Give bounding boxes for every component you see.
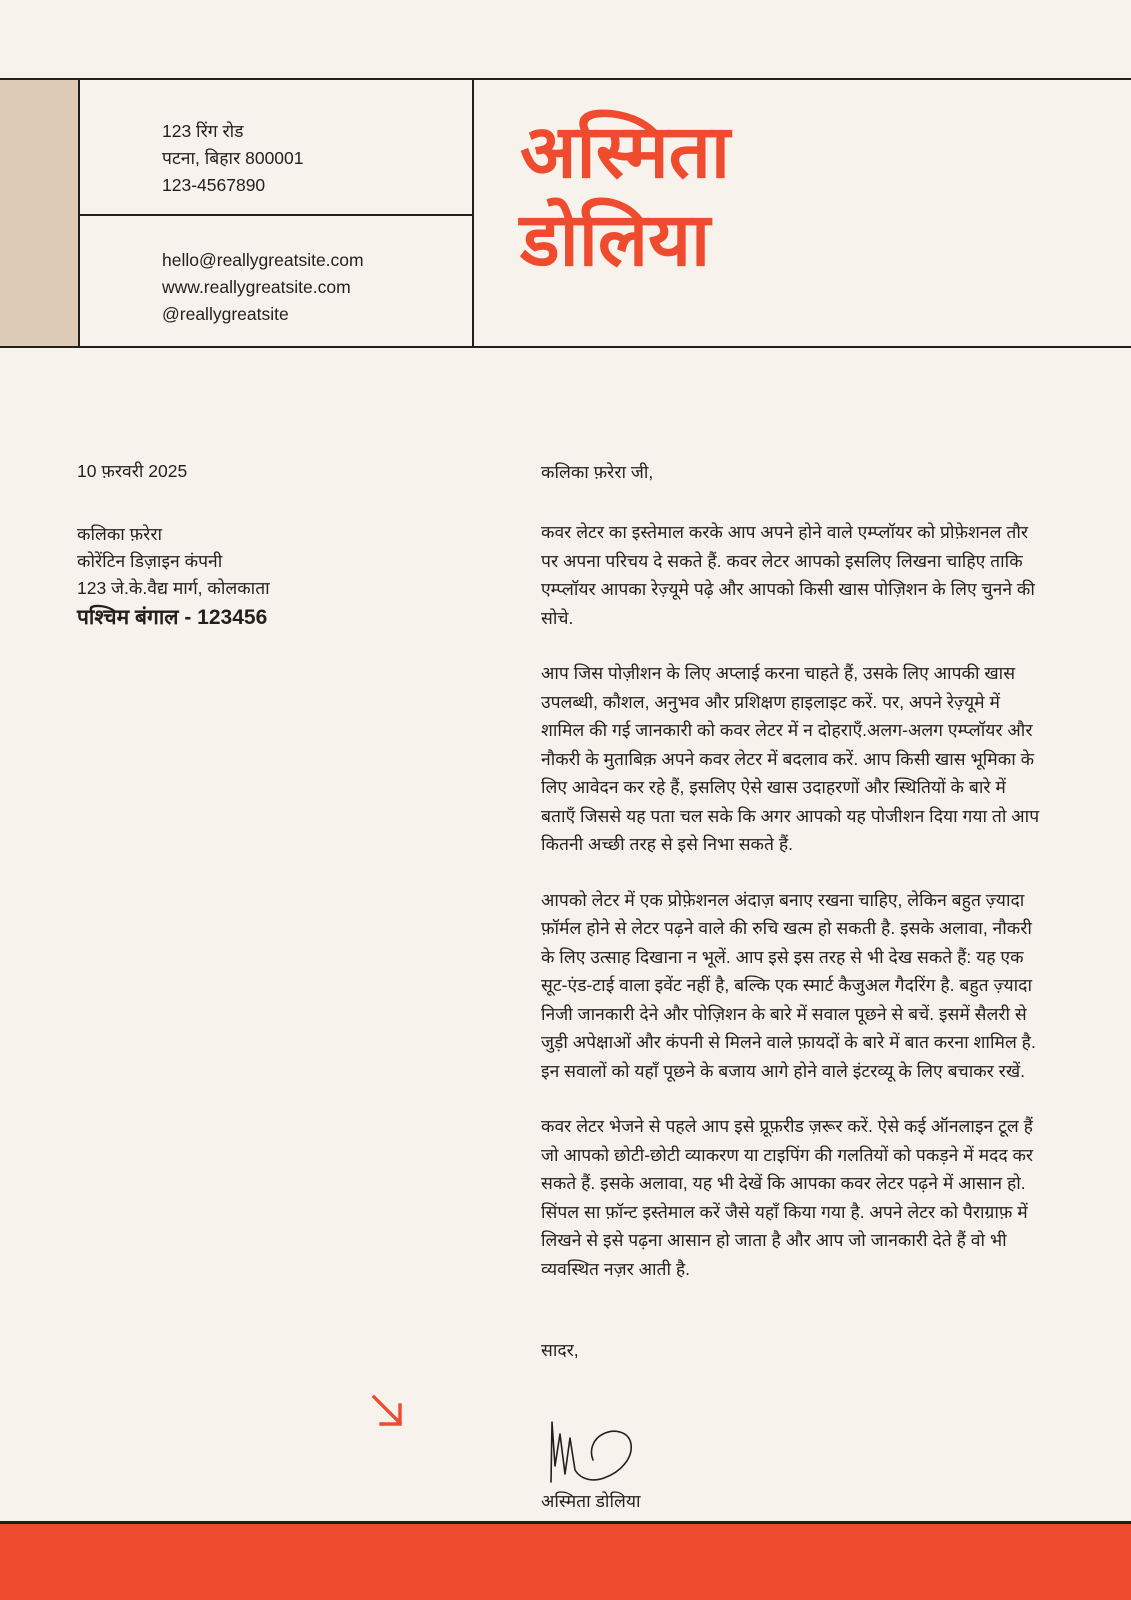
letterhead <box>0 78 1131 348</box>
arrow-down-right-icon <box>370 1393 408 1431</box>
letter-date: 10 फ़रवरी 2025 <box>77 461 188 481</box>
contact-online-block <box>162 247 462 328</box>
sender-family-name: डोलिया <box>520 198 711 281</box>
contact-website: www.reallygreatsite.com <box>162 277 351 297</box>
signature-name: अस्मिता डोलिया <box>541 1491 641 1511</box>
recipient-address: 123 जे.के.वैद्य मार्ग, कोलकाता <box>77 578 270 598</box>
letter-salutation: कलिका फ़रेरा जी, <box>541 462 654 482</box>
footer-accent-band <box>0 1524 1131 1600</box>
sender-name-title <box>520 108 1110 284</box>
letter-meta-column <box>77 458 477 633</box>
signature-block <box>541 1404 1044 1514</box>
letter-paragraph: कवर लेटर भेजने से पहले आप इसे प्रूफ़रीड ज़रूर करें. ऐसे कई ऑनलाइन टूल हैं जो आपको छोटी-छोटी व्याकरण या टाइपिंग की गलतियों को पकड़ने में मदद कर सकते हैं. इसके अलावा, यह भी देखें कि आपका कवर लेटर पढ़ने में आसान हो. सिंपल सा फ़ॉन्ट इस्तेमाल करें जैसे यहाँ किया गया है. अपने लेटर को पैराग्राफ़ में लिखने से इसे पढ़ना आसान हो जाता है और आप जो जानकारी देते हैं वो भी व्यवस्थित नज़र आती है. <box>541 1116 1034 1279</box>
letter-paragraph: कवर लेटर का इस्तेमाल करके आप अपने होने वाले एम्प्लॉयर को प्रोफ़ेशनल तौर पर अपना परिचय दे सकते हैं. कवर लेटर आपको इसलिए लिखना चाहिए ताकि एम्प्लॉयर आपका रेज़्यूमे पढ़े और आपको किसी खास पोज़िशन के लिए चुनने की सोचे. <box>541 522 1035 628</box>
contact-address-block <box>162 118 462 199</box>
contact-phone: 123-4567890 <box>162 175 266 195</box>
letter-paragraph: आपको लेटर में एक प्रोफ़ेशनल अंदाज़ बनाए रखना चाहिए, लेकिन बहुत ज़्यादा फ़ॉर्मल होने से लेटर पढ़ने वाले की रुचि खत्म हो सकती है. इसके अलावा, नौकरी के लिए उत्साह दिखाना न भूलें. आप इसे इस तरह से भी देख सकते हैं: यह एक सूट-एंड-टाई वाला इवेंट नहीं है, बल्कि एक स्मार्ट कैजुअल गैदरिंग है. बहुत ज़्यादा निजी जानकारी देने और पोज़िशन के बारे में सवाल पूछने से बचें. इसमें सैलरी से जुड़ी अपेक्षाओं और कंपनी से मिलने वाले फ़ायदों के बारे में बात करना शामिल है. इन सवालों को यहाँ पूछने के बजाय आगे होने वाले इंटरव्यू के लिए बचाकर रखें. <box>541 889 1036 1081</box>
letter-closing: सादर, <box>541 1340 579 1360</box>
letterhead-vertical-divider <box>472 80 474 346</box>
sender-given-name: अस्मिता <box>520 110 731 193</box>
recipient-state-postal: पश्चिम बंगाल - 123456 <box>77 606 268 629</box>
letterhead-color-swatch <box>0 80 80 346</box>
recipient-name: कलिका फ़रेरा <box>77 524 163 544</box>
letterhead-horizontal-divider <box>80 214 474 216</box>
recipient-company: कोरेंटिन डिज़ाइन कंपनी <box>77 551 223 571</box>
contact-city-state-zip: पटना, बिहार 800001 <box>162 148 304 168</box>
letter-body-column <box>541 458 1044 1514</box>
contact-social-handle: @reallygreatsite <box>162 304 289 324</box>
contact-street: 123 रिंग रोड <box>162 121 244 141</box>
letter-paragraph: आप जिस पोज़ीशन के लिए अप्लाई करना चाहते हैं, उसके लिए आपकी खास उपलब्धी, कौशल, अनुभव और प्रशिक्षण हाइलाइट करें. पर, अपने रेज़्यूमे में शामिल की गई जानकारी को कवर लेटर में न दोहराएँ.अलग-अलग एम्प्लॉयर और नौकरी के मुताबिक़ अपने कवर लेटर में बदलाव करें. आप किसी खास भूमिका के लिए आवेदन कर रहे हैं, इसलिए ऐसे खास उदाहरणों और स्थितियों के बारे में बताएँ जिससे यह पता चल सके कि अगर आपको यह पोजीशन दिया गया तो आप कितनी अच्छी तरह से इसे निभा सकते हैं. <box>541 663 1040 854</box>
contact-email: hello@reallygreatsite.com <box>162 250 364 270</box>
handwritten-signature-icon <box>541 1404 671 1484</box>
